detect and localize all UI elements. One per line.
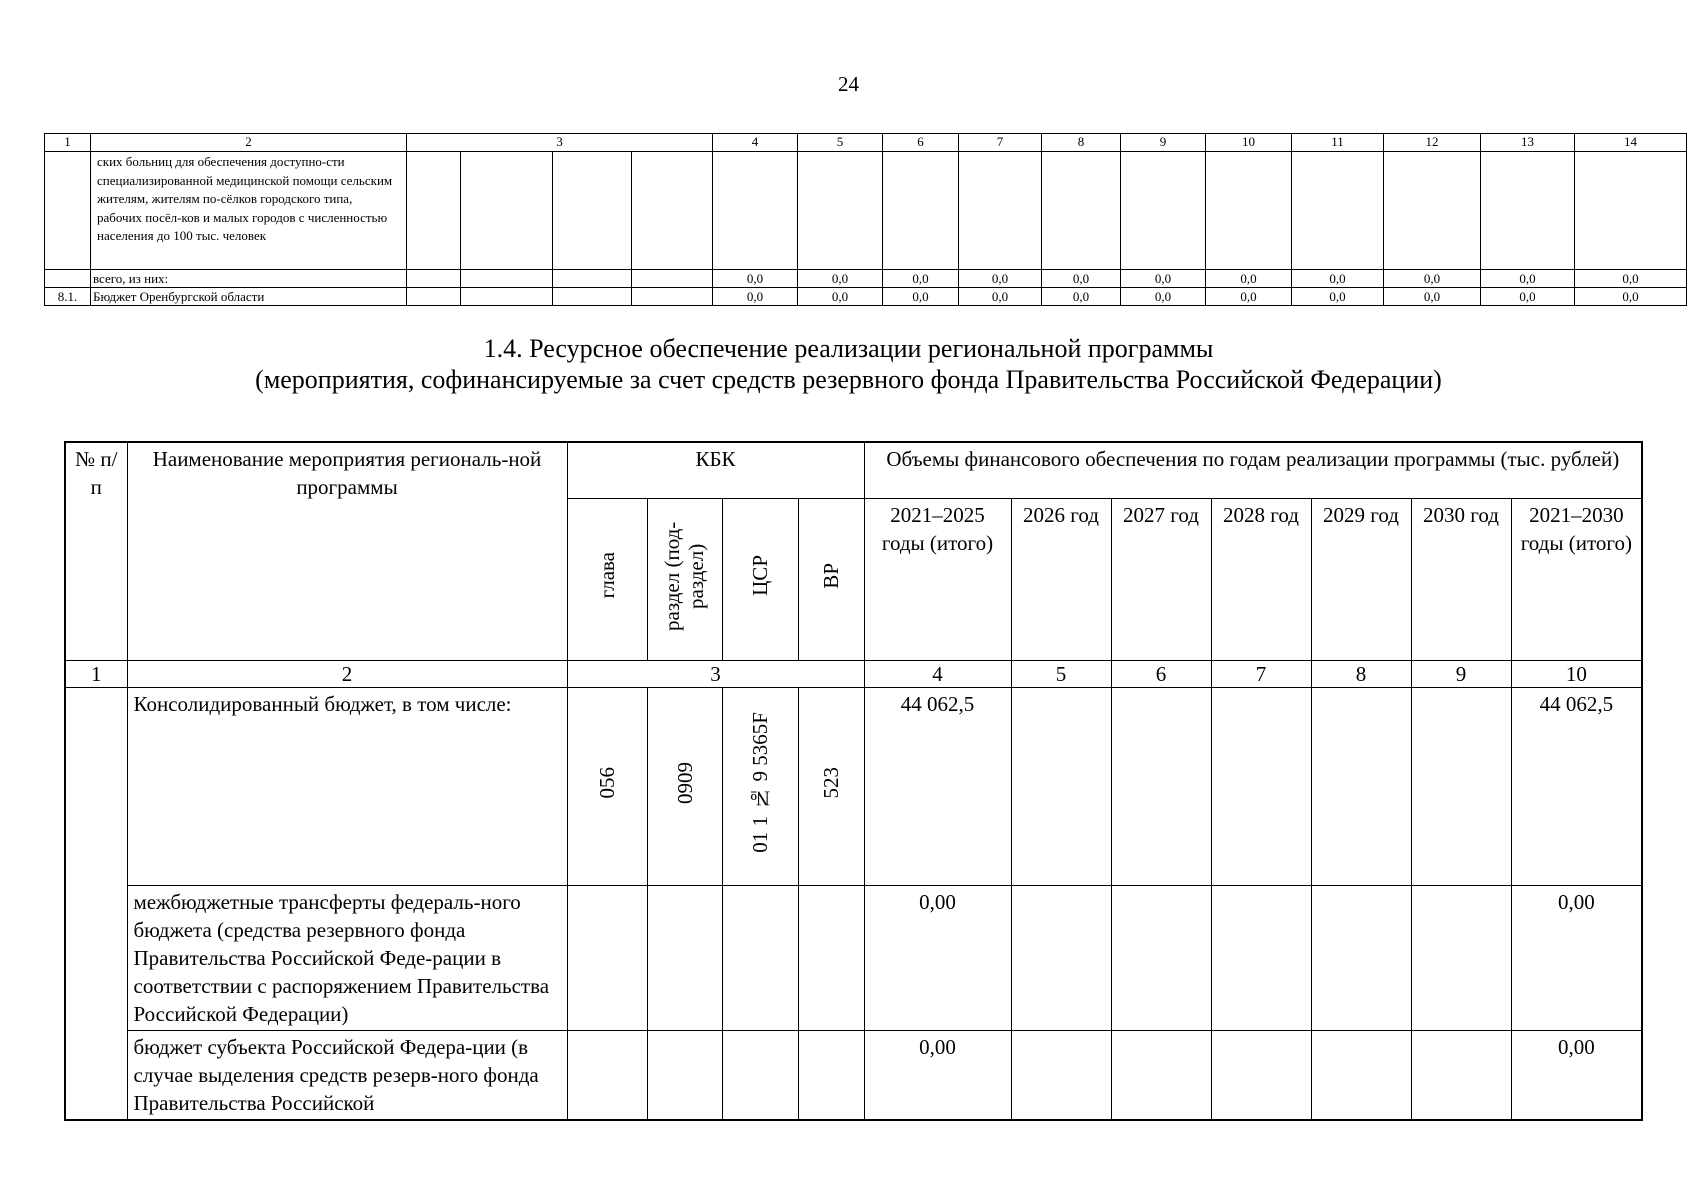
value-cell: 0,0 xyxy=(798,270,883,288)
row-label: всего, из них: xyxy=(91,270,407,288)
activity-description: ских больниц для обеспечения доступно-сти специализированной медицинской помощи сельским жителям, жителям по-сёлков городского типа, рабочих посёл-ков и малых городов с численностью населения до 100 тыс. человек xyxy=(91,152,407,270)
top-continuation-table xyxy=(44,133,1687,306)
value-cell: 0,0 xyxy=(1384,270,1481,288)
header-row xyxy=(65,442,1642,498)
section-title-line: 1.4. Ресурсное обеспечение реализации региональной программы xyxy=(483,334,1214,363)
row-label: Бюджет Оренбургской области xyxy=(91,288,407,306)
column-number: 1 xyxy=(65,660,127,687)
value-cell: 0,0 xyxy=(1292,288,1384,306)
table-row xyxy=(65,885,1642,1030)
column-number: 3 xyxy=(407,134,713,152)
kbk-glava-value: 056 xyxy=(595,766,619,799)
value-cell: 0,0 xyxy=(1575,270,1687,288)
column-number: 7 xyxy=(1211,660,1311,687)
value-cell: 0,0 xyxy=(1206,270,1292,288)
value-cell: 0,0 xyxy=(1121,288,1206,306)
header-activity-name: Наименование мероприятия региональ-ной программы xyxy=(127,442,567,660)
value-cell: 0,0 xyxy=(883,270,959,288)
column-number: 7 xyxy=(959,134,1042,152)
column-number: 2 xyxy=(91,134,407,152)
value-cell: 0,00 xyxy=(864,885,1011,1030)
header-kbk: КБК xyxy=(567,442,864,498)
value-cell: 0,0 xyxy=(798,288,883,306)
header-kbk-glava-text: глава xyxy=(595,552,619,599)
column-number: 6 xyxy=(883,134,959,152)
column-number: 3 xyxy=(567,660,864,687)
column-number: 12 xyxy=(1384,134,1481,152)
header-kbk-csr-text: ЦСР xyxy=(748,555,772,596)
value-cell: 44 062,5 xyxy=(1511,687,1642,885)
page-number: 24 xyxy=(838,72,859,96)
value-cell: 0,0 xyxy=(959,270,1042,288)
value-cell: 0,0 xyxy=(1042,288,1121,306)
header-year: 2021–2030 годы (итого) xyxy=(1511,498,1642,660)
header-year: 2027 год xyxy=(1111,498,1211,660)
value-cell: 0,00 xyxy=(1511,885,1642,1030)
header-year: 2028 год xyxy=(1211,498,1311,660)
column-number: 9 xyxy=(1121,134,1206,152)
header-kbk-vr xyxy=(798,498,864,660)
column-number: 6 xyxy=(1111,660,1211,687)
kbk-vr-value: 523 xyxy=(819,766,843,799)
value-cell: 0,00 xyxy=(864,1030,1011,1120)
value-cell: 0,0 xyxy=(1042,270,1121,288)
column-number: 8 xyxy=(1311,660,1411,687)
value-cell: 0,0 xyxy=(1292,270,1384,288)
row-number: 8.1. xyxy=(45,288,91,306)
section-title xyxy=(0,333,1697,395)
table-row xyxy=(45,288,1687,306)
value-cell: 0,0 xyxy=(713,288,798,306)
header-kbk-razdel-text: раздел (под-раздел) xyxy=(659,520,708,631)
kbk-razdel xyxy=(647,687,722,885)
column-number: 10 xyxy=(1206,134,1292,152)
header-year: 2029 год xyxy=(1311,498,1411,660)
section-subtitle-line: (мероприятия, софинансируемые за счет средств резервного фонда Правительства Российской Федерации) xyxy=(255,365,1442,394)
table-row xyxy=(45,152,1687,270)
column-number: 14 xyxy=(1575,134,1687,152)
column-number: 4 xyxy=(864,660,1011,687)
header-kbk-razdel xyxy=(647,498,722,660)
kbk-csr xyxy=(722,687,798,885)
activity-name: Консолидированный бюджет, в том числе: xyxy=(127,687,567,885)
value-cell: 0,0 xyxy=(883,288,959,306)
column-number: 5 xyxy=(798,134,883,152)
activity-name: межбюджетные трансферты федераль-ного бюджета (средства резервного фонда Правительства Российской Феде-рации в соответствии с распоряжением Правительства Российской Федерации) xyxy=(127,885,567,1030)
header-year: 2026 год xyxy=(1011,498,1111,660)
value-cell: 0,0 xyxy=(1481,288,1575,306)
value-cell: 0,0 xyxy=(1481,270,1575,288)
kbk-razdel-value: 0909 xyxy=(672,761,697,804)
kbk-glava xyxy=(567,687,647,885)
column-number: 2 xyxy=(127,660,567,687)
column-number: 5 xyxy=(1011,660,1111,687)
value-cell: 0,0 xyxy=(1575,288,1687,306)
kbk-csr-value: 01 1 № 9 5365F xyxy=(748,712,772,853)
value-cell: 0,0 xyxy=(959,288,1042,306)
table-row xyxy=(65,687,1642,885)
header-kbk-csr xyxy=(722,498,798,660)
row-number xyxy=(45,270,91,288)
value-cell: 0,0 xyxy=(1121,270,1206,288)
column-number: 13 xyxy=(1481,134,1575,152)
value-cell: 0,0 xyxy=(713,270,798,288)
top-table-header-row xyxy=(45,134,1687,152)
table-row xyxy=(65,1030,1642,1120)
header-volumes: Объемы финансового обеспечения по годам реализации программы (тыс. рублей) xyxy=(864,442,1642,498)
header-num: № п/п xyxy=(65,442,127,660)
column-number: 8 xyxy=(1042,134,1121,152)
resource-table xyxy=(64,441,1643,1121)
header-year: 2030 год xyxy=(1411,498,1511,660)
header-year: 2021–2025 годы (итого) xyxy=(864,498,1011,660)
value-cell: 0,0 xyxy=(1206,288,1292,306)
column-number: 9 xyxy=(1411,660,1511,687)
kbk-vr xyxy=(798,687,864,885)
header-kbk-glava xyxy=(567,498,647,660)
column-number: 10 xyxy=(1511,660,1642,687)
value-cell: 44 062,5 xyxy=(864,687,1011,885)
column-number: 11 xyxy=(1292,134,1384,152)
activity-name: бюджет субъекта Российской Федера-ции (в случае выделения средств резерв-ного фонда Правительства Российской xyxy=(127,1030,567,1120)
value-cell: 0,00 xyxy=(1511,1030,1642,1120)
header-kbk-vr-text: ВР xyxy=(819,562,843,589)
value-cell: 0,0 xyxy=(1384,288,1481,306)
column-number-row xyxy=(65,660,1642,687)
table-row xyxy=(45,270,1687,288)
column-number: 1 xyxy=(45,134,91,152)
column-number: 4 xyxy=(713,134,798,152)
